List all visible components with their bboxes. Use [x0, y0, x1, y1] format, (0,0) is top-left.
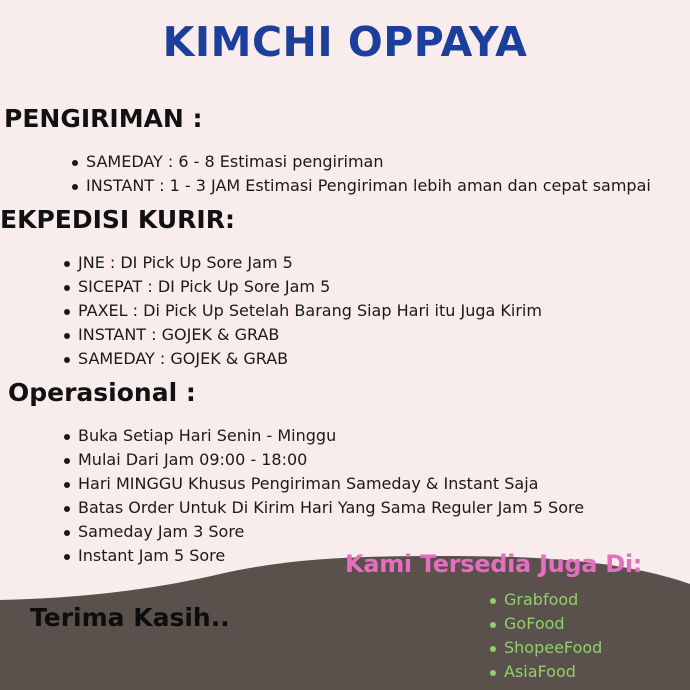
available-heading: Kami Tersedia Juga Di: — [345, 550, 643, 578]
list-item: Mulai Dari Jam 09:00 - 18:00 — [62, 448, 584, 472]
list-item: SAMEDAY : GOJEK & GRAB — [62, 347, 542, 371]
ekspedisi-list — [62, 251, 542, 371]
list-item: Sameday Jam 3 Sore — [62, 520, 584, 544]
operasional-list — [62, 424, 584, 568]
operasional-heading: Operasional : — [8, 378, 196, 407]
list-item: PAXEL : Di Pick Up Setelah Barang Siap Hari itu Juga Kirim — [62, 299, 542, 323]
list-item: Hari MINGGU Khusus Pengiriman Sameday & Instant Saja — [62, 472, 584, 496]
ekspedisi-heading: EKPEDISI KURIR: — [0, 205, 235, 234]
platform-item-shopeefood: ShopeeFood — [488, 636, 602, 660]
thanks-text: Terima Kasih.. — [30, 603, 230, 632]
platform-item-asiafood: AsiaFood — [488, 660, 602, 684]
list-item: INSTANT : 1 - 3 JAM Estimasi Pengiriman lebih aman dan cepat sampai — [70, 174, 651, 198]
platform-list — [488, 588, 602, 684]
platform-item-grabfood: Grabfood — [488, 588, 602, 612]
platform-item-gofood: GoFood — [488, 612, 602, 636]
list-item: SICEPAT : DI Pick Up Sore Jam 5 — [62, 275, 542, 299]
page-title: KIMCHI OPPAYA — [162, 18, 528, 66]
list-item: Instant Jam 5 Sore — [62, 544, 584, 568]
list-item: SAMEDAY : 6 - 8 Estimasi pengiriman — [70, 150, 651, 174]
pengiriman-list — [70, 150, 651, 198]
list-item: Buka Setiap Hari Senin - Minggu — [62, 424, 584, 448]
list-item: INSTANT : GOJEK & GRAB — [62, 323, 542, 347]
pengiriman-heading: PENGIRIMAN : — [4, 104, 203, 133]
list-item: JNE : DI Pick Up Sore Jam 5 — [62, 251, 542, 275]
list-item: Batas Order Untuk Di Kirim Hari Yang Sama Reguler Jam 5 Sore — [62, 496, 584, 520]
